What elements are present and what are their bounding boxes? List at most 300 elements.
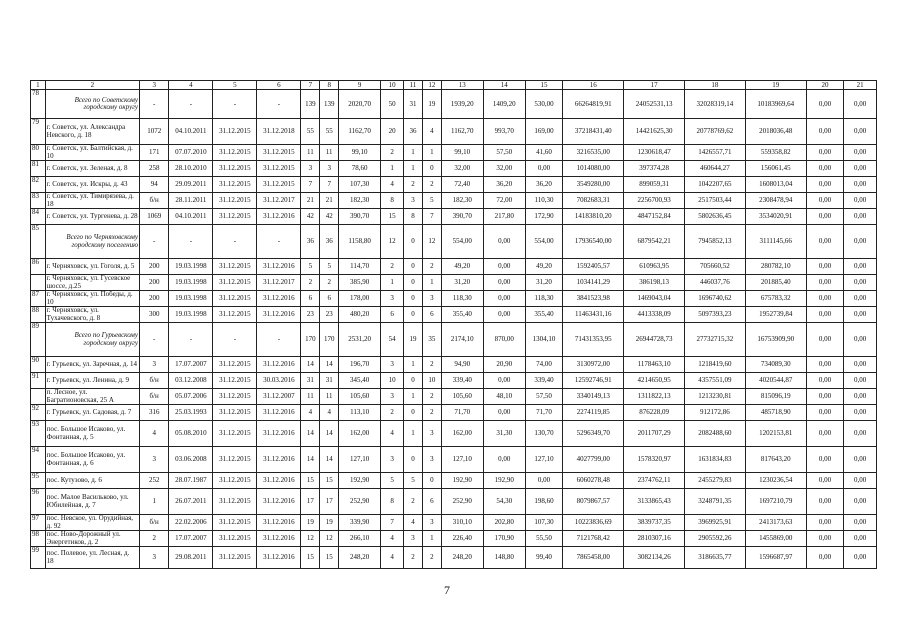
table-cell: 485718,90 xyxy=(745,405,806,421)
table-cell: 390,70 xyxy=(441,209,483,225)
table-cell: 28.10.2010 xyxy=(169,161,213,177)
table-cell: 99,10 xyxy=(441,145,483,161)
address-cell: г. Советск, ул. Балтийская, д. 10 xyxy=(45,145,139,161)
address-cell: пос. Кутузово, д. 6 xyxy=(45,473,139,489)
row-number-cell: 99 xyxy=(31,547,46,569)
table-cell: 107,30 xyxy=(525,515,563,531)
address-cell: г. Гурьевск, ул. Садовая, д. 7 xyxy=(45,405,139,421)
table-cell: 899059,31 xyxy=(624,177,685,193)
table-cell: 0,00 xyxy=(483,373,525,389)
table-cell: - xyxy=(257,225,301,259)
table-cell: 162,00 xyxy=(441,421,483,447)
table-cell: 2 xyxy=(301,275,320,291)
table-cell: 0,00 xyxy=(806,291,844,307)
table-total-row xyxy=(31,323,877,357)
row-number-cell: 81 xyxy=(31,161,46,177)
table-cell: 31.12.2015 xyxy=(213,161,257,177)
table-cell: 78,60 xyxy=(339,161,381,177)
table-row xyxy=(31,515,877,531)
table-cell: 31.12.2016 xyxy=(257,405,301,421)
table-cell: 1034141,29 xyxy=(563,275,624,291)
table-cell: 0,00 xyxy=(806,193,844,209)
table-cell: - xyxy=(169,225,213,259)
table-cell: 31.12.2016 xyxy=(257,259,301,275)
table-cell: 31.12.2016 xyxy=(257,473,301,489)
table-cell: 15 xyxy=(301,547,320,569)
address-cell: г. Советск, ул. Тургенева, д. 28 xyxy=(45,209,139,225)
table-cell: 2 xyxy=(404,547,423,569)
table-cell: 17936540,00 xyxy=(563,225,624,259)
table-cell: 1578320,97 xyxy=(624,447,685,473)
table-cell: 0,00 xyxy=(806,357,844,373)
table-cell: 30.03.2016 xyxy=(257,373,301,389)
table-cell: 0,00 xyxy=(806,405,844,421)
table-row xyxy=(31,209,877,225)
table-cell: 192,90 xyxy=(339,473,381,489)
table-row xyxy=(31,447,877,473)
table-cell: 72,00 xyxy=(483,193,525,209)
table-cell: 42 xyxy=(320,209,339,225)
table-cell: 0,00 xyxy=(844,145,877,161)
table-cell: 31.12.2015 xyxy=(257,177,301,193)
table-cell: 815096,19 xyxy=(745,389,806,405)
table-cell: 7 xyxy=(301,177,320,193)
table-cell: 0,00 xyxy=(806,225,844,259)
table-cell: 8079867,57 xyxy=(563,489,624,515)
table-cell: 20778769,62 xyxy=(685,119,746,145)
table-cell: 8 xyxy=(381,489,404,515)
table-row xyxy=(31,193,877,209)
table-cell: 24052531,13 xyxy=(624,90,685,119)
table-cell: 16753909,90 xyxy=(745,323,806,357)
table-cell: 8 xyxy=(404,209,423,225)
table-cell: 6 xyxy=(301,291,320,307)
address-cell: г. Гурьевск, ул. Ленина, д. 9 xyxy=(45,373,139,389)
table-cell: 912172,86 xyxy=(685,405,746,421)
table-cell: 94 xyxy=(140,177,169,193)
table-cell: 31,20 xyxy=(441,275,483,291)
table-cell: 07.07.2010 xyxy=(169,145,213,161)
row-number-cell: 87 xyxy=(31,291,46,307)
table-cell: 0 xyxy=(404,259,423,275)
table-cell: 15 xyxy=(320,547,339,569)
table-cell: - xyxy=(140,225,169,259)
table-cell: 226,40 xyxy=(441,531,483,547)
table-cell: 0,00 xyxy=(806,373,844,389)
table-cell: 31.12.2015 xyxy=(213,547,257,569)
table-cell: 201885,40 xyxy=(745,275,806,291)
table-cell: 1304,10 xyxy=(525,323,563,357)
table-cell: 14 xyxy=(320,447,339,473)
table-cell: 04.10.2011 xyxy=(169,209,213,225)
table-cell: 2 xyxy=(422,547,441,569)
table-cell: 36,20 xyxy=(483,177,525,193)
table-cell: 0,00 xyxy=(806,323,844,357)
table-cell: 0,00 xyxy=(844,307,877,323)
table-cell: 554,00 xyxy=(525,225,563,259)
address-cell: п. Лесное, ул. Багратионовская, 25 А xyxy=(45,389,139,405)
table-cell: 0 xyxy=(404,405,423,421)
table-cell: 74,00 xyxy=(525,357,563,373)
table-row xyxy=(31,421,877,447)
table-cell: б/н xyxy=(140,373,169,389)
table-cell: 0,00 xyxy=(844,547,877,569)
row-number-cell: 97 xyxy=(31,515,46,531)
table-body xyxy=(31,81,877,569)
table-cell: 19.03.1998 xyxy=(169,307,213,323)
table-cell: 57,50 xyxy=(525,389,563,405)
table-cell: 32028319,14 xyxy=(685,90,746,119)
table-cell: 870,00 xyxy=(483,323,525,357)
table-cell: 3549280,00 xyxy=(563,177,624,193)
table-cell: 31.12.2015 xyxy=(257,145,301,161)
table-cell: 2413173,63 xyxy=(745,515,806,531)
table-cell: 3111145,66 xyxy=(745,225,806,259)
table-cell: 127,10 xyxy=(525,447,563,473)
table-cell: 0,00 xyxy=(844,405,877,421)
table-cell: 31.12.2015 xyxy=(213,145,257,161)
column-number-4: 4 xyxy=(169,81,213,90)
address-cell: пос. Большое Исаково, ул. Фонтанная, д. 6 xyxy=(45,447,139,473)
table-cell: 0,00 xyxy=(844,421,877,447)
table-cell: 169,00 xyxy=(525,119,563,145)
table-cell: 480,20 xyxy=(339,307,381,323)
table-cell: 156061,45 xyxy=(745,161,806,177)
table-cell: 31 xyxy=(404,90,423,119)
table-cell: 0,00 xyxy=(806,531,844,547)
table-cell: 266,10 xyxy=(339,531,381,547)
table-row xyxy=(31,473,877,489)
table-cell: 6 xyxy=(320,291,339,307)
table-row xyxy=(31,547,877,569)
table-cell: 11 xyxy=(320,389,339,405)
table-cell: 0,00 xyxy=(844,373,877,389)
table-cell: 1 xyxy=(140,489,169,515)
address-cell: г. Черняховск, ул. Победы, д. 10 xyxy=(45,291,139,307)
table-cell: 19.03.1998 xyxy=(169,275,213,291)
table-cell: 817643,20 xyxy=(745,447,806,473)
table-cell: 28.11.2011 xyxy=(169,193,213,209)
table-cell: 31.12.2015 xyxy=(213,275,257,291)
table-cell: 7 xyxy=(320,177,339,193)
table-cell: 7082683,31 xyxy=(563,193,624,209)
address-cell: г. Советск, ул. Тимирязева, д. 18 xyxy=(45,193,139,209)
table-cell: 3 xyxy=(140,357,169,373)
table-cell: 162,00 xyxy=(339,421,381,447)
table-cell: 5097393,23 xyxy=(685,307,746,323)
table-cell: 28.07.1987 xyxy=(169,473,213,489)
table-cell: 1 xyxy=(381,275,404,291)
table-cell: 198,60 xyxy=(525,489,563,515)
table-cell: 31.12.2015 xyxy=(213,119,257,145)
table-cell: 200 xyxy=(140,259,169,275)
table-cell: 99,10 xyxy=(339,145,381,161)
table-cell: 105,60 xyxy=(441,389,483,405)
table-cell: 1 xyxy=(422,531,441,547)
table-cell: 32,00 xyxy=(483,161,525,177)
row-number-cell: 84 xyxy=(31,209,46,225)
table-cell: 19.03.1998 xyxy=(169,259,213,275)
table-cell: 6 xyxy=(422,489,441,515)
table-cell: 20,90 xyxy=(483,357,525,373)
table-cell: 0,00 xyxy=(844,531,877,547)
table-cell: 31.12.2015 xyxy=(213,259,257,275)
table-cell: 1 xyxy=(381,161,404,177)
table-cell: 0,00 xyxy=(844,90,877,119)
row-number-cell: 89 xyxy=(31,323,46,357)
row-number-cell: 98 xyxy=(31,531,46,547)
table-cell: 25.03.1993 xyxy=(169,405,213,421)
table-cell: 2374762,11 xyxy=(624,473,685,489)
table-cell: 4020544,87 xyxy=(745,373,806,389)
table-total-row xyxy=(31,90,877,119)
table-cell: 12592746,91 xyxy=(563,373,624,389)
table-cell: 4 xyxy=(381,547,404,569)
table-cell: - xyxy=(213,90,257,119)
table-cell: 1230618,47 xyxy=(624,145,685,161)
row-number-cell: 78 xyxy=(31,90,46,119)
table-cell: 21 xyxy=(301,193,320,209)
table-cell: 0,00 xyxy=(844,447,877,473)
table-cell: 31.12.2015 xyxy=(213,515,257,531)
table-cell: 0,00 xyxy=(844,259,877,275)
table-cell: 4 xyxy=(404,515,423,531)
address-cell: г. Советск, ул. Александра Невского, д. 18 xyxy=(45,119,139,145)
table-cell: 0,00 xyxy=(806,177,844,193)
table-cell: 0,00 xyxy=(483,275,525,291)
table-cell: 0 xyxy=(404,275,423,291)
table-cell: б/н xyxy=(140,193,169,209)
table-cell: 14 xyxy=(301,357,320,373)
table-cell: 559358,82 xyxy=(745,145,806,161)
column-number-15: 15 xyxy=(525,81,563,90)
table-cell: 15 xyxy=(320,473,339,489)
data-table xyxy=(30,80,877,569)
table-cell: 31 xyxy=(320,373,339,389)
table-row xyxy=(31,531,877,547)
table-cell: 248,20 xyxy=(441,547,483,569)
table-cell: 36 xyxy=(301,225,320,259)
table-cell: 0 xyxy=(404,307,423,323)
table-cell: 200 xyxy=(140,275,169,291)
column-number-13: 13 xyxy=(441,81,483,90)
table-cell: 3 xyxy=(140,447,169,473)
table-cell: 0,00 xyxy=(844,275,877,291)
table-cell: 10 xyxy=(381,373,404,389)
table-cell: 110,30 xyxy=(525,193,563,209)
table-cell: - xyxy=(213,225,257,259)
table-cell: 876228,09 xyxy=(624,405,685,421)
table-cell: 127,10 xyxy=(339,447,381,473)
table-cell: 03.06.2008 xyxy=(169,447,213,473)
table-cell: 0,00 xyxy=(806,447,844,473)
table-row xyxy=(31,145,877,161)
table-cell: 2455279,83 xyxy=(685,473,746,489)
column-number-8: 8 xyxy=(320,81,339,90)
table-cell: 31.12.2015 xyxy=(213,421,257,447)
table-cell: 280782,10 xyxy=(745,259,806,275)
table-cell: 675783,32 xyxy=(745,291,806,307)
table-cell: 4 xyxy=(422,119,441,145)
table-cell: 5296349,70 xyxy=(563,421,624,447)
table-cell: 3 xyxy=(320,161,339,177)
table-cell: 4 xyxy=(381,177,404,193)
table-cell: 2 xyxy=(422,389,441,405)
table-cell: 182,30 xyxy=(339,193,381,209)
table-cell: 3340149,13 xyxy=(563,389,624,405)
table-cell: 0,00 xyxy=(844,119,877,145)
table-cell: 178,00 xyxy=(339,291,381,307)
table-cell: 36 xyxy=(320,225,339,259)
column-number-11: 11 xyxy=(404,81,423,90)
address-cell: Всего по Гурьевскому городскому округу xyxy=(45,323,139,357)
table-cell: 31.12.2015 xyxy=(213,177,257,193)
table-cell: 1592405,57 xyxy=(563,259,624,275)
table-cell: 300 xyxy=(140,307,169,323)
table-cell: 182,30 xyxy=(441,193,483,209)
table-cell: 5 xyxy=(301,259,320,275)
table-cell: 1 xyxy=(404,389,423,405)
table-cell: 2 xyxy=(422,259,441,275)
table-cell: 118,30 xyxy=(525,291,563,307)
table-cell: 14183810,20 xyxy=(563,209,624,225)
column-number-14: 14 xyxy=(483,81,525,90)
table-cell: 3969925,91 xyxy=(685,515,746,531)
table-cell: 55 xyxy=(320,119,339,145)
table-cell: 0,00 xyxy=(483,307,525,323)
table-cell: 0,00 xyxy=(844,357,877,373)
table-cell: 1230236,54 xyxy=(745,473,806,489)
page-number: 7 xyxy=(444,583,450,597)
row-number-cell: 79 xyxy=(31,119,46,145)
table-cell: 339,90 xyxy=(339,515,381,531)
table-cell: 310,10 xyxy=(441,515,483,531)
table-cell: 2905592,26 xyxy=(685,531,746,547)
table-cell: 3130972,00 xyxy=(563,357,624,373)
table-cell: 12 xyxy=(381,225,404,259)
table-cell: 2531,20 xyxy=(339,323,381,357)
table-cell: 0,00 xyxy=(806,421,844,447)
table-cell: 31.12.2015 xyxy=(213,489,257,515)
address-cell: г. Черняховск, ул. Гоголя, д. 5 xyxy=(45,259,139,275)
table-cell: 71431353,95 xyxy=(563,323,624,357)
table-cell: 0,00 xyxy=(483,447,525,473)
column-number-10: 10 xyxy=(381,81,404,90)
table-cell: 31.12.2016 xyxy=(257,547,301,569)
table-cell: 3841523,98 xyxy=(563,291,624,307)
table-cell: 14421625,30 xyxy=(624,119,685,145)
table-cell: 0,00 xyxy=(844,323,877,357)
table-cell: 32,00 xyxy=(441,161,483,177)
table-cell: 0,00 xyxy=(806,389,844,405)
address-cell: Всего по Черняховскому городскому поселению xyxy=(45,225,139,259)
table-cell: 3186635,77 xyxy=(685,547,746,569)
table-cell: 31.12.2016 xyxy=(257,291,301,307)
table-cell: 118,30 xyxy=(441,291,483,307)
table-cell: 8 xyxy=(381,193,404,209)
table-cell: 31.12.2018 xyxy=(257,119,301,145)
table-cell: 31.12.2015 xyxy=(213,291,257,307)
table-cell: 1158,80 xyxy=(339,225,381,259)
table-cell: 1939,20 xyxy=(441,90,483,119)
table-cell: 26.07.2011 xyxy=(169,489,213,515)
table-cell: 0,00 xyxy=(806,515,844,531)
table-cell: 530,00 xyxy=(525,90,563,119)
table-cell: 6060278,48 xyxy=(563,473,624,489)
table-cell: 31.12.2016 xyxy=(257,447,301,473)
table-cell: 31.12.2016 xyxy=(257,421,301,447)
table-cell: 1162,70 xyxy=(441,119,483,145)
table-cell: 0 xyxy=(404,225,423,259)
table-cell: 192,90 xyxy=(441,473,483,489)
table-cell: 0,00 xyxy=(806,145,844,161)
column-number-row xyxy=(31,81,877,90)
table-row xyxy=(31,307,877,323)
table-cell: - xyxy=(213,323,257,357)
table-cell: 170 xyxy=(320,323,339,357)
table-cell: 99,40 xyxy=(525,547,563,569)
table-cell: 0,00 xyxy=(806,90,844,119)
table-cell: 31.12.2016 xyxy=(257,531,301,547)
table-cell: 248,20 xyxy=(339,547,381,569)
table-row xyxy=(31,291,877,307)
table-cell: 139 xyxy=(301,90,320,119)
table-cell: 0,00 xyxy=(483,405,525,421)
table-cell: 1608013,04 xyxy=(745,177,806,193)
table-cell: 252,90 xyxy=(441,489,483,515)
table-cell: 460644,27 xyxy=(685,161,746,177)
table-cell: 2 xyxy=(381,145,404,161)
table-cell: 610963,95 xyxy=(624,259,685,275)
table-cell: 36,20 xyxy=(525,177,563,193)
address-cell: пос. Большое Исаково, ул. Фонтанная, д. 5 xyxy=(45,421,139,447)
table-cell: 0 xyxy=(422,473,441,489)
table-cell: 397374,28 xyxy=(624,161,685,177)
table-cell: 10 xyxy=(422,373,441,389)
table-cell: 12 xyxy=(301,531,320,547)
table-cell: 0,00 xyxy=(806,307,844,323)
table-cell: 316 xyxy=(140,405,169,421)
table-cell: - xyxy=(140,323,169,357)
column-number-19: 19 xyxy=(745,81,806,90)
table-cell: 148,80 xyxy=(483,547,525,569)
column-number-12: 12 xyxy=(422,81,441,90)
table-cell: 14 xyxy=(301,447,320,473)
table-cell: 12 xyxy=(320,531,339,547)
table-cell: 7 xyxy=(422,209,441,225)
table-cell: 3839737,35 xyxy=(624,515,685,531)
table-cell: 5 xyxy=(320,259,339,275)
table-cell: 66264819,91 xyxy=(563,90,624,119)
table-cell: 11 xyxy=(320,145,339,161)
table-cell: 3 xyxy=(422,447,441,473)
table-cell: 0,00 xyxy=(844,291,877,307)
table-cell: 6879542,21 xyxy=(624,225,685,259)
column-number-2: 2 xyxy=(45,81,139,90)
column-number-18: 18 xyxy=(685,81,746,90)
table-cell: 2082488,60 xyxy=(685,421,746,447)
table-cell: 11463431,16 xyxy=(563,307,624,323)
table-cell: 31.12.2015 xyxy=(213,307,257,323)
table-cell: 0,00 xyxy=(483,225,525,259)
table-cell: 2 xyxy=(404,489,423,515)
table-cell: 7945852,13 xyxy=(685,225,746,259)
table-cell: 31.12.2015 xyxy=(213,473,257,489)
table-cell: 1 xyxy=(404,161,423,177)
table-cell: 31.12.2007 xyxy=(257,389,301,405)
row-number-cell: 82 xyxy=(31,177,46,193)
table-cell: 22.02.2006 xyxy=(169,515,213,531)
